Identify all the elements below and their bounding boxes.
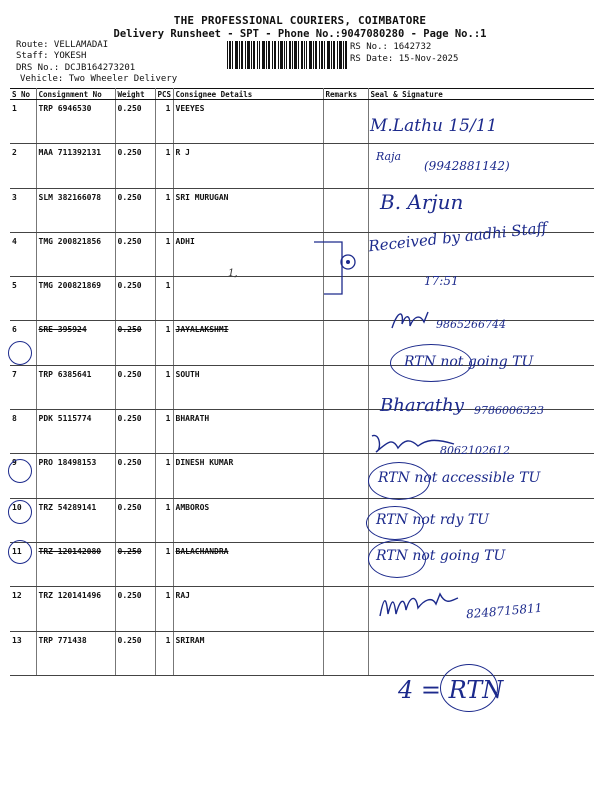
row-consignment: SRE 395924 — [36, 321, 115, 365]
vehicle-label: Vehicle: Two Wheeler Delivery — [20, 74, 178, 84]
table-row — [10, 498, 594, 542]
row-consignee: ADHI — [173, 232, 323, 276]
col-pcs: PCS — [155, 89, 173, 100]
row-consignment: TRZ 120141496 — [36, 587, 115, 631]
signature-row-2-name: Raja — [376, 150, 402, 163]
table-row — [10, 100, 594, 144]
total-rtn-circle — [440, 664, 498, 712]
row-sno: 12 — [10, 587, 36, 631]
row-pcs: 1 — [155, 100, 173, 144]
row-pcs: 1 — [155, 277, 173, 321]
rs-date: RS Date: 15-Nov-2025 — [350, 54, 459, 64]
rtn-row-11: RTN not rdy TU — [376, 512, 490, 528]
row-weight: 0.250 — [115, 277, 155, 321]
table-header-row — [10, 89, 594, 100]
signature-row-1: M.Lathu 15/11 — [370, 116, 498, 136]
row-weight: 0.250 — [115, 498, 155, 542]
rtn-circle-row-12 — [368, 540, 426, 578]
row-consignment: TRZ 120142080 — [36, 542, 115, 586]
signature-row-3: B. Arjun — [380, 190, 464, 214]
row-consignment: TMG 200821856 — [36, 232, 115, 276]
company-title: THE PROFESSIONAL COURIERS, COIMBATORE — [173, 14, 427, 27]
row-remarks — [323, 631, 368, 675]
row-consignee: AMBOROS — [173, 498, 323, 542]
row-consignment: MAA 711392131 — [36, 144, 115, 188]
row-pcs: 1 — [155, 454, 173, 498]
table-row — [10, 365, 594, 409]
row-remarks — [323, 188, 368, 232]
row-consignment: TRP 771438 — [36, 631, 115, 675]
row-remarks — [323, 410, 368, 454]
row-consignee: BALACHANDRA — [173, 542, 323, 586]
rs-number: RS No.: 1642732 — [350, 42, 432, 52]
rs-info — [350, 41, 458, 65]
signature-row-13-scribble — [376, 590, 462, 624]
route-label: Route: VELLAMADAI — [16, 40, 109, 50]
row-consignee: R J — [173, 144, 323, 188]
row-weight: 0.250 — [115, 587, 155, 631]
row-sno: 4 — [10, 232, 36, 276]
signature-row-8-phone: 9786006323 — [474, 404, 544, 417]
row-remarks — [323, 100, 368, 144]
row-remarks — [323, 587, 368, 631]
row-weight: 0.250 — [115, 631, 155, 675]
row-weight: 0.250 — [115, 542, 155, 586]
mark-row-5: 1, — [228, 268, 238, 279]
col-remarks: Remarks — [323, 89, 368, 100]
row-pcs: 1 — [155, 410, 173, 454]
signature-row-6-phone: 9865266744 — [436, 318, 506, 331]
row-consignee: JAYALAKSHMI — [173, 321, 323, 365]
row-consignee: BHARATH — [173, 410, 323, 454]
row-weight: 0.250 — [115, 454, 155, 498]
row-remarks — [323, 144, 368, 188]
row-consignee: SRIRAM — [173, 631, 323, 675]
row-sno: 6 — [10, 321, 36, 365]
row-pcs: 1 — [155, 542, 173, 586]
row-sno: 7 — [10, 365, 36, 409]
table-row — [10, 631, 594, 675]
row-consignment: PRO 18498153 — [36, 454, 115, 498]
col-consignee: Consignee Details — [173, 89, 323, 100]
staff-label: Staff: YOKESH — [16, 51, 87, 61]
sno-circle-7 — [8, 341, 32, 365]
row-weight: 0.250 — [115, 100, 155, 144]
barcode-image — [227, 41, 347, 69]
row-consignee: DINESH KUMAR — [173, 454, 323, 498]
sno-circle-11 — [8, 500, 32, 524]
signature-row-8-name: Bharathy — [380, 395, 464, 416]
row-consignment: SLM 382166078 — [36, 188, 115, 232]
sno-circle-12 — [8, 540, 32, 564]
total-rtn-note: 4 = RTN — [398, 676, 504, 704]
table-row — [10, 542, 594, 586]
row-weight: 0.250 — [115, 321, 155, 365]
row-sno: 8 — [10, 410, 36, 454]
row-consignee: RAJ — [173, 587, 323, 631]
rtn-circle-row-11 — [366, 506, 424, 540]
row-consignment: TMG 200821869 — [36, 277, 115, 321]
row-consignment: TRP 6385641 — [36, 365, 115, 409]
row-weight: 0.250 — [115, 232, 155, 276]
rtn-row-7: RTN not going TU — [404, 354, 534, 370]
row-weight: 0.250 — [115, 188, 155, 232]
row-remarks — [323, 454, 368, 498]
row-remarks — [323, 321, 368, 365]
col-signature: Seal & Signature — [368, 89, 594, 100]
drs-label: DRS No.: DCJB164273201 — [16, 63, 136, 73]
time-row-5: 17:51 — [424, 274, 459, 288]
row-sno: 11 — [10, 542, 36, 586]
row-sno: 2 — [10, 144, 36, 188]
row-pcs: 1 — [155, 631, 173, 675]
rtn-circle-row-10 — [368, 462, 430, 500]
row-consignee: VEEYES — [173, 100, 323, 144]
rtn-row-10: RTN not accessible TU — [378, 470, 541, 486]
row-consignment: TRZ 54289141 — [36, 498, 115, 542]
row-pcs: 1 — [155, 188, 173, 232]
row-remarks — [323, 542, 368, 586]
row-pcs: 1 — [155, 587, 173, 631]
rtn-circle-row-7 — [390, 344, 472, 382]
row-sno: 9 — [10, 454, 36, 498]
row-sno: 1 — [10, 100, 36, 144]
signature-row-6-scribble — [388, 308, 432, 334]
row-consignee: SOUTH — [173, 365, 323, 409]
row-remarks — [323, 498, 368, 542]
col-consignment: Consignment No — [36, 89, 115, 100]
row-sno: 3 — [10, 188, 36, 232]
row-consignment: PDK 5115774 — [36, 410, 115, 454]
row-pcs: 1 — [155, 498, 173, 542]
runsheet-subtitle: Delivery Runsheet - SPT - Phone No.:9047080280 - Page No.:1 — [113, 28, 487, 40]
row-weight: 0.250 — [115, 144, 155, 188]
row-sno: 5 — [10, 277, 36, 321]
row-pcs: 1 — [155, 365, 173, 409]
col-sno: S No — [10, 89, 36, 100]
bracket-mark — [312, 240, 360, 298]
row-pcs: 1 — [155, 232, 173, 276]
row-weight: 0.250 — [115, 365, 155, 409]
rtn-row-12: RTN not going TU — [376, 548, 506, 564]
row-pcs: 1 — [155, 321, 173, 365]
row-weight: 0.250 — [115, 410, 155, 454]
signature-row-2-phone: (9942881142) — [424, 159, 510, 173]
runsheet-table — [10, 88, 594, 676]
row-consignment: TRP 6946530 — [36, 100, 115, 144]
signature-row-9-phone: 8062102612 — [440, 444, 510, 457]
signature-row-4: Received by aadhi Staff — [367, 218, 548, 256]
signature-row-13-phone: 8248715811 — [465, 600, 543, 622]
sno-circle-10 — [8, 459, 32, 483]
row-consignee — [173, 277, 323, 321]
row-remarks — [323, 365, 368, 409]
col-weight: Weight — [115, 89, 155, 100]
row-sno: 10 — [10, 498, 36, 542]
table-row — [10, 277, 594, 321]
row-consignee: SRI MURUGAN — [173, 188, 323, 232]
row-pcs: 1 — [155, 144, 173, 188]
row-sno: 13 — [10, 631, 36, 675]
